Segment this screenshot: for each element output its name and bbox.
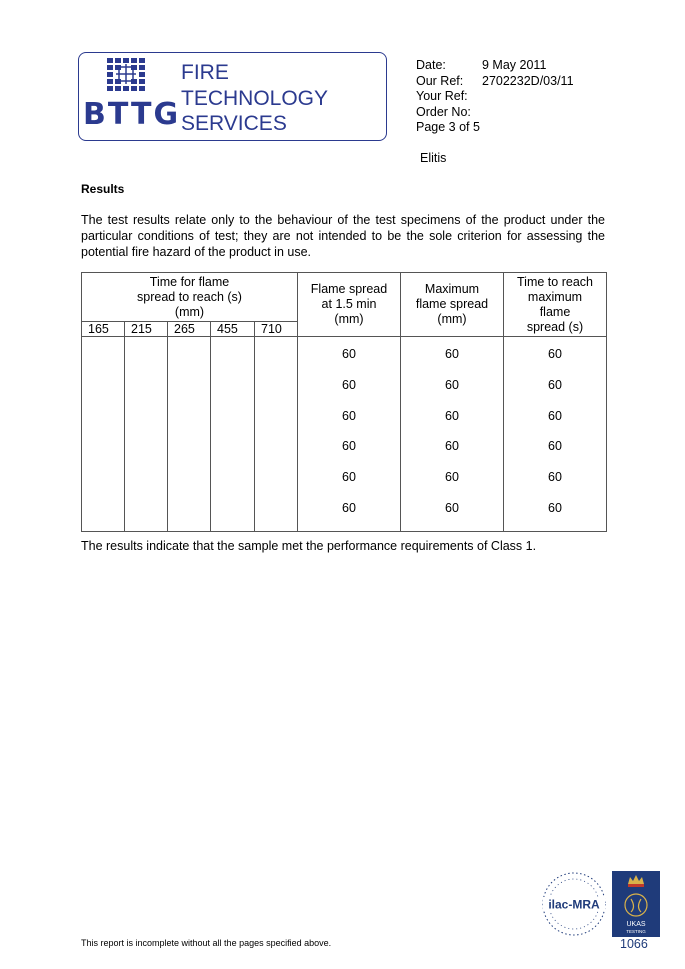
meta-key: Date:: [416, 58, 446, 72]
time-cell-455: [211, 337, 255, 532]
distance-header-215: 215: [125, 322, 168, 337]
distance-header-710: 710: [255, 322, 298, 337]
logo-wordmark: [181, 60, 328, 137]
flame-spread-values: [298, 337, 401, 532]
results-table: [81, 272, 607, 532]
meta-value: 2702232D/03/11: [482, 73, 574, 88]
time-max-value: 60: [548, 408, 562, 423]
results-conclusion: The results indicate that the sample met the performance requirements of Class 1.: [81, 539, 537, 553]
meta-our-ref: [416, 74, 574, 90]
ilac-text: ilac-MRA: [548, 897, 600, 912]
time-header: [82, 273, 298, 322]
time-cell-710: [255, 337, 298, 532]
header-line: (mm): [437, 312, 467, 326]
logo-line-2: TECHNOLOGY: [181, 86, 329, 110]
client-name: Elitis: [420, 151, 447, 165]
bttg-logo-grid-icon: [107, 58, 145, 94]
flame-spread-value: 60: [342, 500, 356, 515]
footer-note: This report is incomplete without all the pages specified above.: [81, 938, 332, 948]
results-heading: Results: [81, 182, 125, 196]
logo-line-3: SERVICES: [181, 112, 287, 135]
time-max-value: 60: [548, 377, 562, 392]
meta-date: [416, 58, 574, 74]
meta-key: Page 3 of 5: [416, 120, 480, 134]
time-header-line: spread to reach (s): [137, 289, 242, 304]
time-header-line: (mm): [174, 304, 205, 319]
time-max-values: [504, 337, 607, 532]
meta-page-number: [416, 120, 574, 136]
max-spread-value: 60: [445, 347, 459, 361]
ukas-accreditation-number: 1066: [620, 937, 648, 951]
time-max-value: 60: [548, 500, 562, 515]
header-line: flame: [539, 304, 571, 319]
meta-key: Order No:: [416, 104, 471, 119]
header-line: maximum: [527, 289, 583, 304]
header-line: Maximum: [424, 282, 480, 296]
max-spread-value: 60: [445, 377, 459, 392]
logo-line-1: FIRE: [181, 61, 229, 84]
time-max-value: 60: [548, 347, 562, 361]
header-line: flame spread: [415, 297, 489, 311]
max-spread-value: 60: [445, 439, 459, 454]
meta-key: Your Ref:: [416, 89, 468, 103]
flame-spread-value: 60: [342, 439, 356, 454]
meta-value: 9 May 2011: [482, 58, 547, 72]
ukas-sub-text: TESTING: [626, 929, 646, 934]
time-cell-215: [125, 337, 168, 532]
header-line: Time to reach: [517, 274, 593, 289]
flame-spread-value: 60: [342, 377, 356, 392]
logo-abbreviation: BTTG: [83, 97, 181, 132]
ilac-mra-logo-icon: [541, 871, 607, 937]
meta-key: Our Ref:: [416, 73, 464, 88]
time-max-value: 60: [548, 470, 562, 485]
flame-spread-header: [298, 273, 401, 337]
distance-header-165: 165: [82, 322, 125, 337]
meta-your-ref: [416, 89, 574, 105]
flame-spread-value: 60: [342, 408, 356, 423]
max-spread-value: 60: [445, 408, 459, 423]
max-spread-header: [401, 273, 504, 337]
ukas-text: UKAS: [626, 921, 646, 928]
flame-spread-value: 60: [342, 470, 356, 485]
time-max-value: 60: [548, 439, 562, 454]
flame-spread-value: 60: [342, 347, 356, 361]
header-line: Flame spread: [310, 282, 388, 296]
results-intro-paragraph: The test results relate only to the behaviour of the test specimens of the product under the particular conditions of test; they are not intended to be the sole criterion for assessing the potential fire hazard of the product in use.: [81, 213, 605, 259]
time-cell-165: [82, 337, 125, 532]
meta-order-no: [416, 105, 574, 121]
max-spread-values: [401, 337, 504, 532]
max-spread-value: 60: [445, 470, 459, 485]
distance-header-455: 455: [211, 322, 255, 337]
time-max-header: [504, 273, 607, 337]
time-header-line: Time for flame: [149, 274, 230, 289]
max-spread-value: 60: [445, 500, 459, 515]
ukas-crown-icon: [612, 871, 660, 937]
ukas-logo: [612, 871, 660, 937]
distance-header-265: 265: [168, 322, 211, 337]
header-line: (mm): [334, 312, 364, 326]
header-line: spread (s): [526, 319, 584, 334]
report-metadata: [416, 58, 574, 136]
time-cell-265: [168, 337, 211, 532]
header-line: at 1.5 min: [321, 297, 377, 311]
